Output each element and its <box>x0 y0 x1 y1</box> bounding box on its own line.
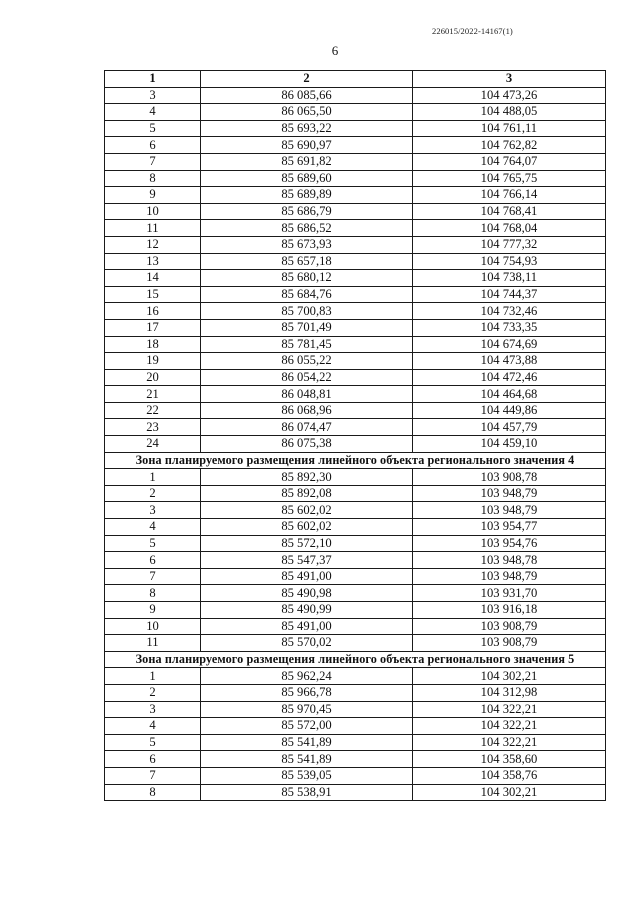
section-title: Зона планируемого размещения линейного объекта регионального значения 4 <box>105 452 606 469</box>
y-coordinate-cell: 104 744,37 <box>413 286 606 303</box>
table-row <box>105 535 606 552</box>
point-number-cell: 8 <box>105 784 201 801</box>
section-title: Зона планируемого размещения линейного объекта регионального значения 5 <box>105 651 606 668</box>
point-number-cell: 20 <box>105 369 201 386</box>
y-coordinate-cell: 104 765,75 <box>413 170 606 187</box>
section-title-row <box>105 651 606 668</box>
page-number: 6 <box>331 43 339 58</box>
table-row <box>105 602 606 619</box>
table-row <box>105 87 606 104</box>
point-number-cell: 6 <box>105 751 201 768</box>
table-row <box>105 552 606 569</box>
table-row <box>105 319 606 336</box>
point-number-cell: 9 <box>105 187 201 204</box>
x-coordinate-cell: 85 547,37 <box>201 552 413 569</box>
y-coordinate-cell: 104 473,26 <box>413 87 606 104</box>
point-number-cell: 2 <box>105 684 201 701</box>
table-row <box>105 502 606 519</box>
point-number-cell: 11 <box>105 220 201 237</box>
y-coordinate-cell: 104 761,11 <box>413 120 606 137</box>
x-coordinate-cell: 85 892,08 <box>201 485 413 502</box>
y-coordinate-cell: 104 733,35 <box>413 319 606 336</box>
y-coordinate-cell: 104 473,88 <box>413 353 606 370</box>
table-row <box>105 668 606 685</box>
y-coordinate-cell: 103 908,79 <box>413 635 606 652</box>
y-coordinate-cell: 104 459,10 <box>413 436 606 453</box>
x-coordinate-cell: 85 962,24 <box>201 668 413 685</box>
column-header-1: 1 <box>105 71 201 88</box>
table-row <box>105 436 606 453</box>
table-row <box>105 618 606 635</box>
table-row <box>105 353 606 370</box>
x-coordinate-cell: 85 490,98 <box>201 585 413 602</box>
x-coordinate-cell: 86 075,38 <box>201 436 413 453</box>
column-header-3: 3 <box>413 71 606 88</box>
table-row <box>105 286 606 303</box>
x-coordinate-cell: 85 570,02 <box>201 635 413 652</box>
y-coordinate-cell: 104 322,21 <box>413 701 606 718</box>
y-coordinate-cell: 103 908,79 <box>413 618 606 635</box>
table-row <box>105 568 606 585</box>
table-row <box>105 635 606 652</box>
table-row <box>105 684 606 701</box>
y-coordinate-cell: 104 768,04 <box>413 220 606 237</box>
x-coordinate-cell: 85 689,60 <box>201 170 413 187</box>
point-number-cell: 11 <box>105 635 201 652</box>
x-coordinate-cell: 85 491,00 <box>201 618 413 635</box>
y-coordinate-cell: 104 464,68 <box>413 386 606 403</box>
x-coordinate-cell: 85 490,99 <box>201 602 413 619</box>
table-row <box>105 220 606 237</box>
x-coordinate-cell: 85 538,91 <box>201 784 413 801</box>
table-row <box>105 303 606 320</box>
x-coordinate-cell: 85 686,79 <box>201 203 413 220</box>
x-coordinate-cell: 86 068,96 <box>201 402 413 419</box>
point-number-cell: 19 <box>105 353 201 370</box>
x-coordinate-cell: 86 055,22 <box>201 353 413 370</box>
x-coordinate-cell: 85 781,45 <box>201 336 413 353</box>
table-body <box>105 87 606 801</box>
document-id: 226015/2022-14167(1) <box>432 26 513 36</box>
table-row <box>105 369 606 386</box>
table-row <box>105 784 606 801</box>
table-row <box>105 402 606 419</box>
y-coordinate-cell: 104 754,93 <box>413 253 606 270</box>
table-row <box>105 469 606 486</box>
table-row <box>105 734 606 751</box>
y-coordinate-cell: 104 302,21 <box>413 668 606 685</box>
y-coordinate-cell: 104 302,21 <box>413 784 606 801</box>
point-number-cell: 3 <box>105 87 201 104</box>
point-number-cell: 1 <box>105 469 201 486</box>
point-number-cell: 8 <box>105 170 201 187</box>
table-row <box>105 203 606 220</box>
x-coordinate-cell: 85 691,82 <box>201 153 413 170</box>
table-row <box>105 718 606 735</box>
x-coordinate-cell: 86 085,66 <box>201 87 413 104</box>
table-row <box>105 701 606 718</box>
x-coordinate-cell: 86 074,47 <box>201 419 413 436</box>
section-title-row <box>105 452 606 469</box>
y-coordinate-cell: 104 449,86 <box>413 402 606 419</box>
x-coordinate-cell: 85 686,52 <box>201 220 413 237</box>
point-number-cell: 4 <box>105 104 201 121</box>
x-coordinate-cell: 85 572,10 <box>201 535 413 552</box>
table-header-row <box>105 71 606 88</box>
y-coordinate-cell: 104 322,21 <box>413 718 606 735</box>
table-row <box>105 104 606 121</box>
y-coordinate-cell: 103 948,79 <box>413 502 606 519</box>
point-number-cell: 5 <box>105 535 201 552</box>
x-coordinate-cell: 85 541,89 <box>201 734 413 751</box>
table-row <box>105 751 606 768</box>
point-number-cell: 14 <box>105 270 201 287</box>
x-coordinate-cell: 85 491,00 <box>201 568 413 585</box>
point-number-cell: 7 <box>105 153 201 170</box>
table-row <box>105 137 606 154</box>
x-coordinate-cell: 85 602,02 <box>201 519 413 536</box>
y-coordinate-cell: 104 762,82 <box>413 137 606 154</box>
point-number-cell: 12 <box>105 236 201 253</box>
point-number-cell: 5 <box>105 120 201 137</box>
point-number-cell: 5 <box>105 734 201 751</box>
table-row <box>105 270 606 287</box>
point-number-cell: 18 <box>105 336 201 353</box>
y-coordinate-cell: 103 931,70 <box>413 585 606 602</box>
point-number-cell: 17 <box>105 319 201 336</box>
y-coordinate-cell: 104 738,11 <box>413 270 606 287</box>
table-row <box>105 519 606 536</box>
point-number-cell: 15 <box>105 286 201 303</box>
x-coordinate-cell: 85 572,00 <box>201 718 413 735</box>
point-number-cell: 3 <box>105 502 201 519</box>
point-number-cell: 21 <box>105 386 201 403</box>
y-coordinate-cell: 104 732,46 <box>413 303 606 320</box>
x-coordinate-cell: 85 680,12 <box>201 270 413 287</box>
x-coordinate-cell: 86 048,81 <box>201 386 413 403</box>
table-row <box>105 585 606 602</box>
x-coordinate-cell: 85 701,49 <box>201 319 413 336</box>
table-row <box>105 236 606 253</box>
x-coordinate-cell: 85 690,97 <box>201 137 413 154</box>
x-coordinate-cell: 85 539,05 <box>201 767 413 784</box>
x-coordinate-cell: 85 602,02 <box>201 502 413 519</box>
x-coordinate-cell: 86 054,22 <box>201 369 413 386</box>
x-coordinate-cell: 85 970,45 <box>201 701 413 718</box>
y-coordinate-cell: 104 768,41 <box>413 203 606 220</box>
point-number-cell: 2 <box>105 485 201 502</box>
y-coordinate-cell: 104 358,76 <box>413 767 606 784</box>
y-coordinate-cell: 103 948,79 <box>413 568 606 585</box>
point-number-cell: 4 <box>105 718 201 735</box>
y-coordinate-cell: 103 916,18 <box>413 602 606 619</box>
y-coordinate-cell: 103 948,78 <box>413 552 606 569</box>
table-row <box>105 485 606 502</box>
table-row <box>105 153 606 170</box>
column-header-2: 2 <box>201 71 413 88</box>
y-coordinate-cell: 104 777,32 <box>413 236 606 253</box>
point-number-cell: 3 <box>105 701 201 718</box>
point-number-cell: 4 <box>105 519 201 536</box>
point-number-cell: 24 <box>105 436 201 453</box>
table-row <box>105 419 606 436</box>
x-coordinate-cell: 85 892,30 <box>201 469 413 486</box>
y-coordinate-cell: 104 766,14 <box>413 187 606 204</box>
point-number-cell: 7 <box>105 767 201 784</box>
y-coordinate-cell: 104 764,07 <box>413 153 606 170</box>
x-coordinate-cell: 85 657,18 <box>201 253 413 270</box>
point-number-cell: 7 <box>105 568 201 585</box>
y-coordinate-cell: 104 322,21 <box>413 734 606 751</box>
point-number-cell: 23 <box>105 419 201 436</box>
table-row <box>105 187 606 204</box>
table-row <box>105 386 606 403</box>
point-number-cell: 10 <box>105 203 201 220</box>
x-coordinate-cell: 85 541,89 <box>201 751 413 768</box>
point-number-cell: 9 <box>105 602 201 619</box>
point-number-cell: 10 <box>105 618 201 635</box>
y-coordinate-cell: 104 472,46 <box>413 369 606 386</box>
y-coordinate-cell: 103 954,76 <box>413 535 606 552</box>
y-coordinate-cell: 103 948,79 <box>413 485 606 502</box>
y-coordinate-cell: 104 674,69 <box>413 336 606 353</box>
coordinates-table <box>104 70 606 801</box>
y-coordinate-cell: 104 457,79 <box>413 419 606 436</box>
point-number-cell: 13 <box>105 253 201 270</box>
x-coordinate-cell: 86 065,50 <box>201 104 413 121</box>
x-coordinate-cell: 85 684,76 <box>201 286 413 303</box>
x-coordinate-cell: 85 689,89 <box>201 187 413 204</box>
point-number-cell: 8 <box>105 585 201 602</box>
x-coordinate-cell: 85 693,22 <box>201 120 413 137</box>
table-row <box>105 170 606 187</box>
point-number-cell: 6 <box>105 137 201 154</box>
table-row <box>105 120 606 137</box>
y-coordinate-cell: 104 488,05 <box>413 104 606 121</box>
y-coordinate-cell: 104 312,98 <box>413 684 606 701</box>
point-number-cell: 22 <box>105 402 201 419</box>
table-row <box>105 253 606 270</box>
point-number-cell: 16 <box>105 303 201 320</box>
x-coordinate-cell: 85 966,78 <box>201 684 413 701</box>
y-coordinate-cell: 103 954,77 <box>413 519 606 536</box>
point-number-cell: 1 <box>105 668 201 685</box>
y-coordinate-cell: 103 908,78 <box>413 469 606 486</box>
table-row <box>105 767 606 784</box>
y-coordinate-cell: 104 358,60 <box>413 751 606 768</box>
table-row <box>105 336 606 353</box>
x-coordinate-cell: 85 700,83 <box>201 303 413 320</box>
point-number-cell: 6 <box>105 552 201 569</box>
x-coordinate-cell: 85 673,93 <box>201 236 413 253</box>
